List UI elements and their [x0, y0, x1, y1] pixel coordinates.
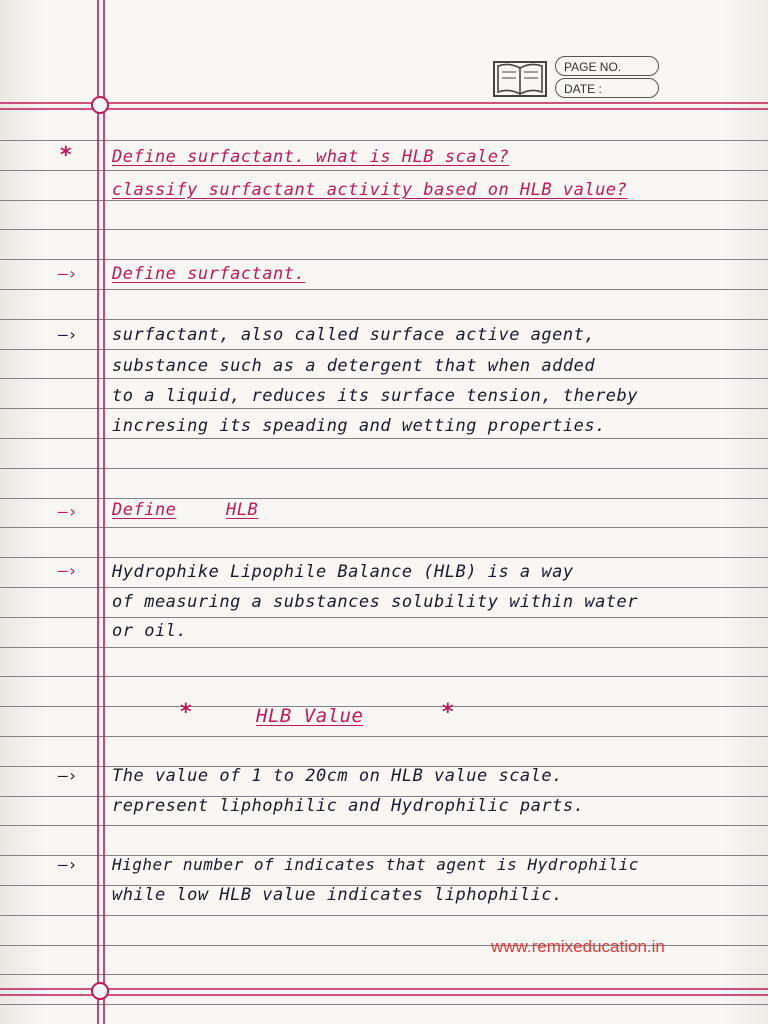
arrow-7: –› [58, 855, 78, 874]
margin-line-bottom-inner [0, 994, 768, 996]
heading-define-surfactant: Define surfactant. [112, 264, 306, 284]
heading-define: Define [112, 500, 177, 520]
question-star: * [60, 143, 72, 168]
ruled-line [0, 587, 768, 588]
ruled-line [0, 498, 768, 499]
heading-hlb: HLB [226, 500, 259, 520]
text-line: The value of 1 to 20cm on HLB value scale. [112, 766, 563, 786]
text-line: or oil. [112, 621, 188, 641]
ruled-line [0, 259, 768, 260]
ruled-line [0, 527, 768, 528]
date-field: DATE : [555, 78, 659, 98]
margin-line-top-inner [0, 108, 768, 110]
ruled-line [0, 438, 768, 439]
ruled-line [0, 229, 768, 230]
hlb-value-star-left: * [180, 700, 192, 725]
text-line: substance such as a detergent that when added [112, 356, 596, 376]
ruled-line [0, 349, 768, 350]
arrow-6: –› [58, 766, 78, 785]
ruled-line [0, 378, 768, 379]
ruled-line [0, 617, 768, 618]
arrow-3: –› [58, 502, 78, 521]
margin-line-left [97, 0, 99, 1024]
ruled-line [0, 736, 768, 737]
ruled-line [0, 319, 768, 320]
ruled-line [0, 170, 768, 171]
heading-hlb-value: HLB Value [256, 705, 364, 727]
ruled-line [0, 140, 768, 141]
arrow-1: –› [58, 264, 78, 283]
arrow-2: –› [58, 325, 78, 344]
ruled-line [0, 647, 768, 648]
ruled-line [0, 974, 768, 975]
ruled-line [0, 706, 768, 707]
ruled-line [0, 676, 768, 677]
text-line: incresing its speading and wetting properties. [112, 416, 606, 436]
text-line: surfactant, also called surface active agent, [112, 325, 596, 345]
text-line: of measuring a substances solubility within water [112, 592, 639, 612]
ruled-line [0, 468, 768, 469]
ruled-line [0, 408, 768, 409]
text-line: Hydrophike Lipophile Balance (HLB) is a way [112, 562, 574, 582]
margin-ring-bottom [91, 982, 109, 1000]
question-line-2: classify surfactant activity based on HLB value? [112, 180, 628, 200]
arrow-4: –› [58, 561, 78, 580]
ruled-line [0, 825, 768, 826]
text-line: represent liphophilic and Hydrophilic parts. [112, 796, 585, 816]
ruled-line [0, 557, 768, 558]
ruled-line [0, 1004, 768, 1005]
ruled-line [0, 289, 768, 290]
text-line: while low HLB value indicates liphophilic. [112, 885, 563, 905]
margin-line-top [0, 102, 768, 104]
margin-ring-top [91, 96, 109, 114]
ruled-line [0, 915, 768, 916]
website-watermark: www.remixeducation.in [491, 937, 665, 956]
margin-line-left-inner [103, 0, 105, 1024]
hlb-value-star-right: * [442, 700, 454, 725]
question-line-1: Define surfactant. what is HLB scale? [112, 147, 510, 167]
ruled-line [0, 200, 768, 201]
text-line: to a liquid, reduces its surface tension, thereby [112, 386, 639, 406]
text-line: Higher number of indicates that agent is Hydrophilic [112, 855, 639, 874]
page-no-field: PAGE NO. [555, 56, 659, 76]
open-book-icon [492, 58, 548, 100]
margin-line-bottom [0, 988, 768, 990]
